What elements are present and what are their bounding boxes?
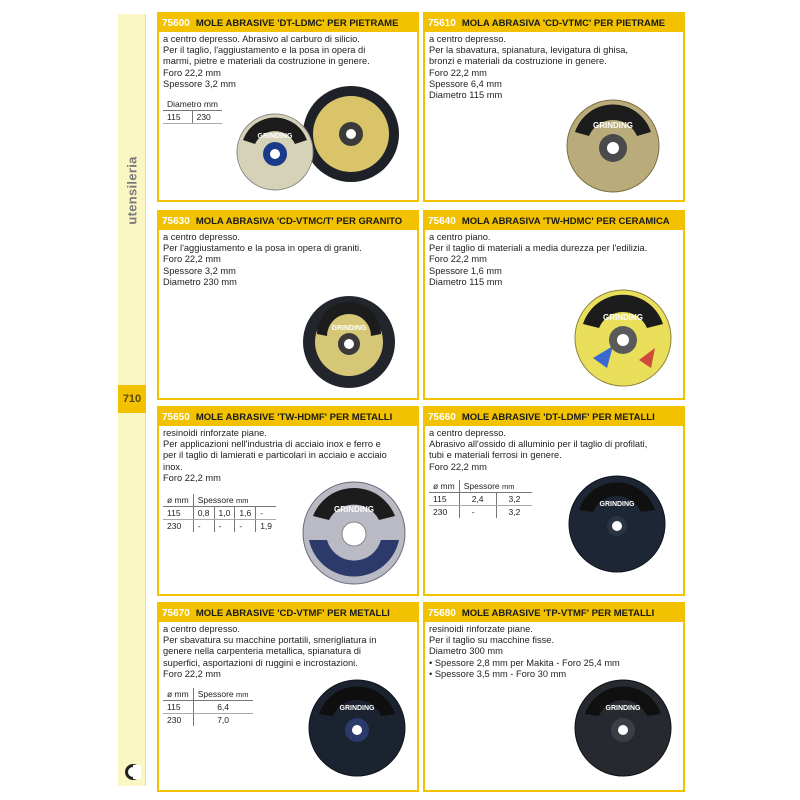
description-line: Foro 22,2 mm <box>163 472 221 483</box>
disc-brand-text: GRINDING <box>257 133 293 140</box>
product-code: 75640 <box>428 215 456 227</box>
spec-table <box>429 480 532 518</box>
grinding-disc-image <box>301 480 407 586</box>
product-title: MOLE ABRASIVE 'TW-HDMF' PER METALLI <box>195 411 393 423</box>
table-header: ø mm <box>163 688 193 701</box>
sidebar-title-text: utensileria <box>124 155 140 225</box>
card-header <box>425 408 683 426</box>
description-line: Diametro 300 mm <box>429 646 503 657</box>
product-code: 75660 <box>428 411 456 423</box>
product-code: 75650 <box>162 411 190 423</box>
product-card-75610 <box>423 12 685 202</box>
product-description <box>429 428 679 473</box>
table-cell: 115 <box>163 701 193 714</box>
grinding-disc-image <box>307 678 407 778</box>
product-card-75660 <box>423 406 685 596</box>
grinding-disc-image <box>573 678 673 778</box>
table-cell: 230 <box>167 715 182 725</box>
product-description <box>163 232 413 288</box>
product-description <box>429 232 679 288</box>
table-cell: 1,6 <box>235 507 256 520</box>
grinding-disc-large-image <box>301 84 401 184</box>
disc-brand-text: GRINDING <box>603 313 643 322</box>
table-cell: 115 <box>163 111 192 124</box>
product-description <box>163 34 413 90</box>
disc-brand-text: GRINDING <box>593 121 633 130</box>
table-header: ø mm <box>163 494 193 507</box>
table-cell: 230 <box>167 521 182 531</box>
description-line: superfici, asportazioni di ruggini e incrostazioni. <box>163 657 358 668</box>
description-line: Spessore 1,6 mm <box>429 265 502 276</box>
table-cell: 115 <box>163 507 193 520</box>
description-line: Abrasivo all'ossido di alluminio per il taglio di profilati, <box>429 439 648 450</box>
description-line: a centro depresso. <box>429 34 507 44</box>
spec-table <box>163 494 276 532</box>
product-code: 75630 <box>162 215 190 227</box>
grinding-disc-small-image <box>235 112 315 192</box>
table-cell: 3,2 <box>496 493 532 506</box>
grinding-disc-image <box>301 294 397 390</box>
card-header <box>425 604 683 622</box>
product-card-75600 <box>157 12 419 202</box>
table-header-text: Spessore <box>197 689 234 699</box>
description-line: Per il taglio di materiali a media durezza per l'edilizia. <box>429 243 648 254</box>
table-header-unit: mm <box>236 496 249 505</box>
product-code: 75680 <box>428 607 456 619</box>
card-header <box>159 14 417 32</box>
disc-brand-text: GRINDING <box>599 501 635 508</box>
description-line: Foro 22,2 mm <box>163 668 221 679</box>
table-cell: - <box>459 506 496 519</box>
description-line: bronzi e materiali da costruzione in genere. <box>429 56 607 67</box>
table-header: Diametro mm <box>163 98 222 111</box>
description-line: Spessore 3,2 mm <box>163 265 236 276</box>
table-header <box>459 480 532 493</box>
description-line: a centro depresso. <box>429 428 507 438</box>
description-line: Foro 22,2 mm <box>429 67 487 78</box>
disc-brand-text: GRINDING <box>605 705 641 712</box>
card-header <box>425 14 683 32</box>
table-cell: 115 <box>429 493 459 506</box>
table-cell: 3,2 <box>496 506 532 519</box>
description-line: Spessore 3,2 mm <box>163 78 236 89</box>
product-description <box>429 34 679 101</box>
product-title: MOLA ABRASIVA 'TW-HDMC' PER CERAMICA <box>461 215 670 227</box>
disc-brand-text: GRINDING <box>339 705 375 712</box>
table-cell: 1,0 <box>214 507 235 520</box>
product-code: 75600 <box>162 17 190 29</box>
card-header <box>159 408 417 426</box>
grinding-disc-image <box>565 98 661 194</box>
table-cell: - <box>193 520 214 533</box>
product-title: MOLA ABRASIVA 'CD-VTMC' PER PIETRAME <box>461 17 666 29</box>
table-cell: 7,0 <box>193 714 252 727</box>
description-line: Per il taglio su macchine fisse. <box>429 635 555 646</box>
product-card-75680 <box>423 602 685 792</box>
description-line: Per sbavatura su macchine portatili, smerigliatura in <box>163 635 377 646</box>
table-cell: - <box>256 507 276 520</box>
product-description <box>163 624 413 680</box>
card-header <box>425 212 683 230</box>
table-cell: - <box>214 520 235 533</box>
brand-logo-icon <box>125 764 141 780</box>
disc-brand-text: GRINDING <box>331 325 367 332</box>
description-line: inox. <box>163 461 183 472</box>
table-header-unit: mm <box>236 690 249 699</box>
description-line: Foro 22,2 mm <box>163 67 221 78</box>
description-line: Per l'aggiustamento e la posa in opera di graniti. <box>163 243 362 254</box>
card-header <box>159 212 417 230</box>
card-header <box>159 604 417 622</box>
description-line: Foro 22,2 mm <box>163 254 221 265</box>
product-code: 75670 <box>162 607 190 619</box>
table-cell: 230 <box>192 111 222 124</box>
product-description <box>429 624 679 680</box>
description-line: • Spessore 3,5 mm - Foro 30 mm <box>429 668 567 679</box>
description-line: Diametro 115 mm <box>429 90 503 101</box>
spec-table <box>163 688 253 726</box>
grinding-disc-image <box>567 474 667 574</box>
description-line: tubi e materiali ferrosi in genere. <box>429 450 562 461</box>
spec-table <box>163 98 222 124</box>
description-line: Foro 22,2 mm <box>429 254 487 265</box>
table-header-text: Spessore <box>197 495 234 505</box>
table-cell: 6,4 <box>193 701 252 714</box>
description-line: a centro depresso. <box>163 232 241 242</box>
description-line: Per il taglio, l'aggiustamento e la posa in opera di <box>163 45 366 56</box>
table-cell: 0,8 <box>193 507 214 520</box>
table-cell: 2,4 <box>459 493 496 506</box>
description-line: marmi, pietre e materiali da costruzione in genere. <box>163 56 370 67</box>
description-line: Per la sbavatura, spianatura, levigatura di ghisa, <box>429 45 628 56</box>
description-line: Diametro 230 mm <box>163 276 237 287</box>
table-cell: 1,9 <box>256 520 276 533</box>
product-card-75650 <box>157 406 419 596</box>
table-header <box>193 688 252 701</box>
product-card-75670 <box>157 602 419 792</box>
description-line: per il taglio di lamierati e particolari in acciaio e acciaio <box>163 450 387 461</box>
description-line: • Spessore 2,8 mm per Makita - Foro 25,4 mm <box>429 657 620 668</box>
product-title: MOLE ABRASIVE 'DT-LDMC' PER PIETRAME <box>195 17 399 29</box>
description-line: resinoidi rinforzate piane. <box>429 624 533 634</box>
description-line: Foro 22,2 mm <box>429 461 487 472</box>
page-number: 710 <box>118 385 146 413</box>
description-line: a centro depresso. <box>163 624 241 634</box>
table-cell: 230 <box>433 507 448 517</box>
table-header-unit: mm <box>502 482 515 491</box>
description-line: resinoidi rinforzate piane. <box>163 428 267 438</box>
product-title: MOLE ABRASIVE 'DT-LDMF' PER METALLI <box>461 411 655 423</box>
grinding-disc-image <box>573 288 673 388</box>
product-title: MOLE ABRASIVE 'TP-VTMF' PER METALLI <box>461 607 655 619</box>
description-line: genere nella carpenteria metallica, spianatura di <box>163 646 361 657</box>
product-code: 75610 <box>428 17 456 29</box>
table-cell: - <box>235 520 256 533</box>
description-line: Diametro 115 mm <box>429 276 503 287</box>
product-title: MOLE ABRASIVE 'CD-VTMF' PER METALLI <box>195 607 390 619</box>
product-card-75630 <box>157 210 419 400</box>
disc-brand-text: GRINDING <box>334 505 374 514</box>
product-title: MOLA ABRASIVA 'CD-VTMC/T' PER GRANITO <box>195 215 403 227</box>
table-header: ø mm <box>429 480 459 493</box>
description-line: a centro piano. <box>429 232 491 242</box>
product-card-75640 <box>423 210 685 400</box>
table-header-text: Spessore <box>463 481 500 491</box>
sidebar-title <box>121 150 143 230</box>
product-description <box>163 428 413 484</box>
description-line: Per applicazioni nell'industria di acciaio inox e ferro e <box>163 439 381 450</box>
table-header <box>193 494 276 507</box>
description-line: a centro depresso. Abrasivo al carburo di silicio. <box>163 34 360 44</box>
description-line: Spessore 6,4 mm <box>429 78 502 89</box>
